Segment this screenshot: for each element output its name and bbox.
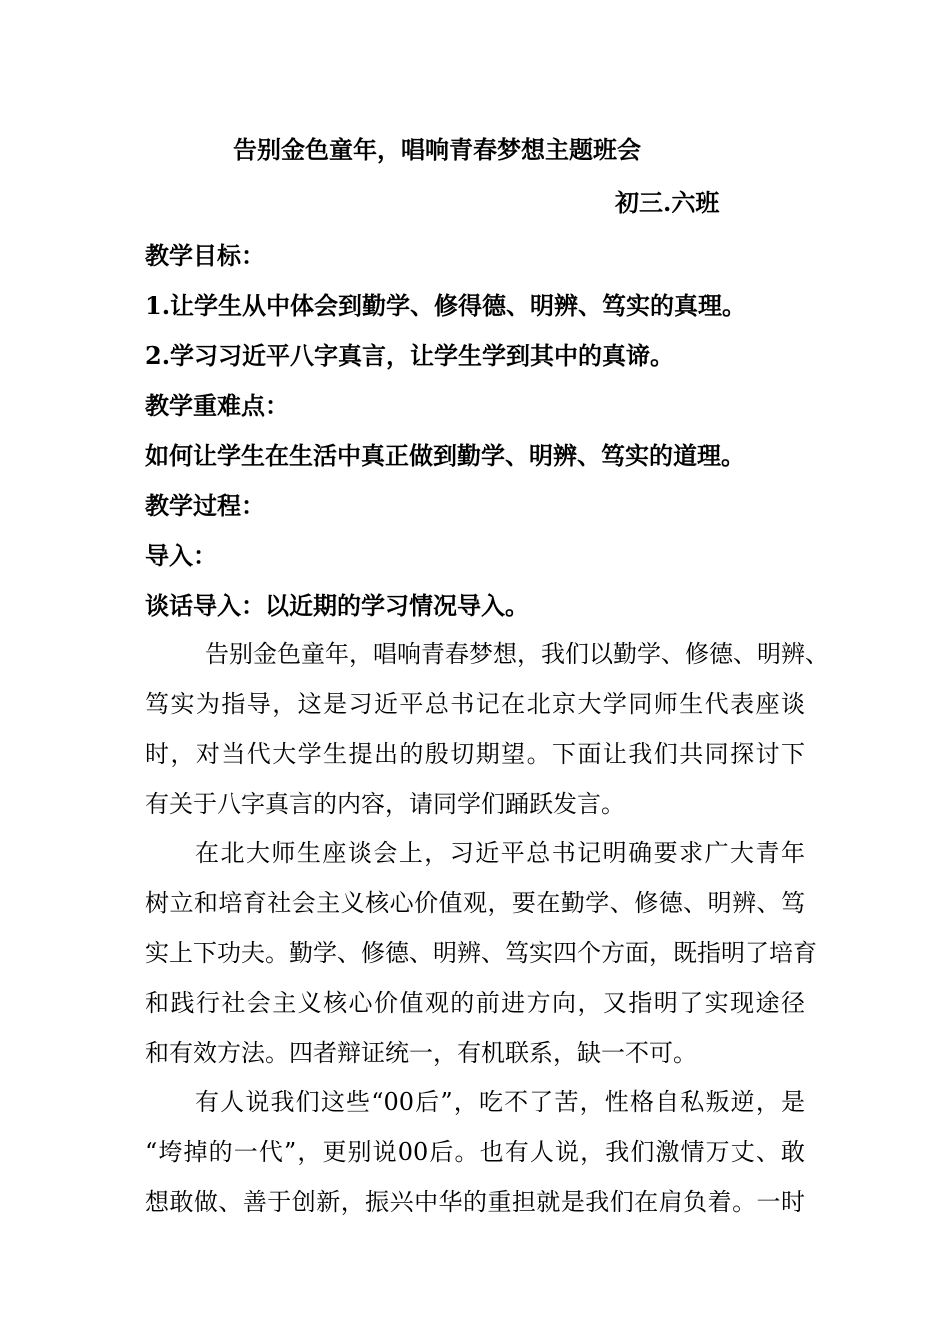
paragraph-1-line-4: 有关于八字真言的内容，请同学们踊跃发言。: [145, 790, 625, 818]
paragraph-3-line-1: 有人说我们这些“00后”，吃不了苦，性格自私叛逆，是: [195, 1088, 805, 1116]
paragraph-1-line-2: 笃实为指导，这是习近平总书记在北京大学同师生代表座谈: [145, 690, 805, 718]
class-label: 初三.六班: [615, 188, 720, 217]
intro-heading: 导入：: [145, 541, 217, 570]
paragraph-2-line-5: 和有效方法。四者辩证统一，有机联系，缺一不可。: [145, 1039, 697, 1067]
paragraph-3-line-3: 想敢做、善于创新，振兴中华的重担就是我们在肩负着。一时: [145, 1188, 805, 1216]
goal-item-1: 1.让学生从中体会到勤学、修得德、明辨、笃实的真理。: [145, 291, 747, 320]
paragraph-2-line-1: 在北大师生座谈会上，习近平总书记明确要求广大青年: [195, 839, 805, 867]
goals-heading: 教学目标：: [145, 241, 265, 270]
paragraph-1-line-3: 时，对当代大学生提出的殷切期望。下面让我们共同探讨下: [145, 740, 805, 768]
paragraph-3-line-2: “垮掉的一代”，更别说00后。也有人说，我们激情万丈、敢: [145, 1138, 805, 1166]
process-heading: 教学过程：: [145, 491, 265, 520]
paragraph-2-line-4: 和践行社会主义核心价值观的前进方向，又指明了实现途径: [145, 989, 805, 1017]
difficulty-heading: 教学重难点：: [145, 391, 289, 420]
paragraph-1-line-1: 告别金色童年，唱响青春梦想，我们以勤学、修德、明辨、: [181, 640, 829, 668]
goal-item-2: 2.学习习近平八字真言，让学生学到其中的真谛。: [145, 341, 675, 370]
difficulty-text: 如何让学生在生活中真正做到勤学、明辨、笃实的道理。: [145, 441, 745, 470]
document-title: 告别金色童年，唱响青春梦想主题班会: [233, 135, 641, 164]
paragraph-2-line-2: 树立和培育社会主义核心价值观，要在勤学、修德、明辨、笃: [145, 889, 805, 917]
intro-subheading: 谈话导入：以近期的学习情况导入。: [145, 591, 529, 620]
paragraph-2-line-3: 实上下功夫。勤学、修德、明辨、笃实四个方面，既指明了培育: [145, 939, 817, 967]
